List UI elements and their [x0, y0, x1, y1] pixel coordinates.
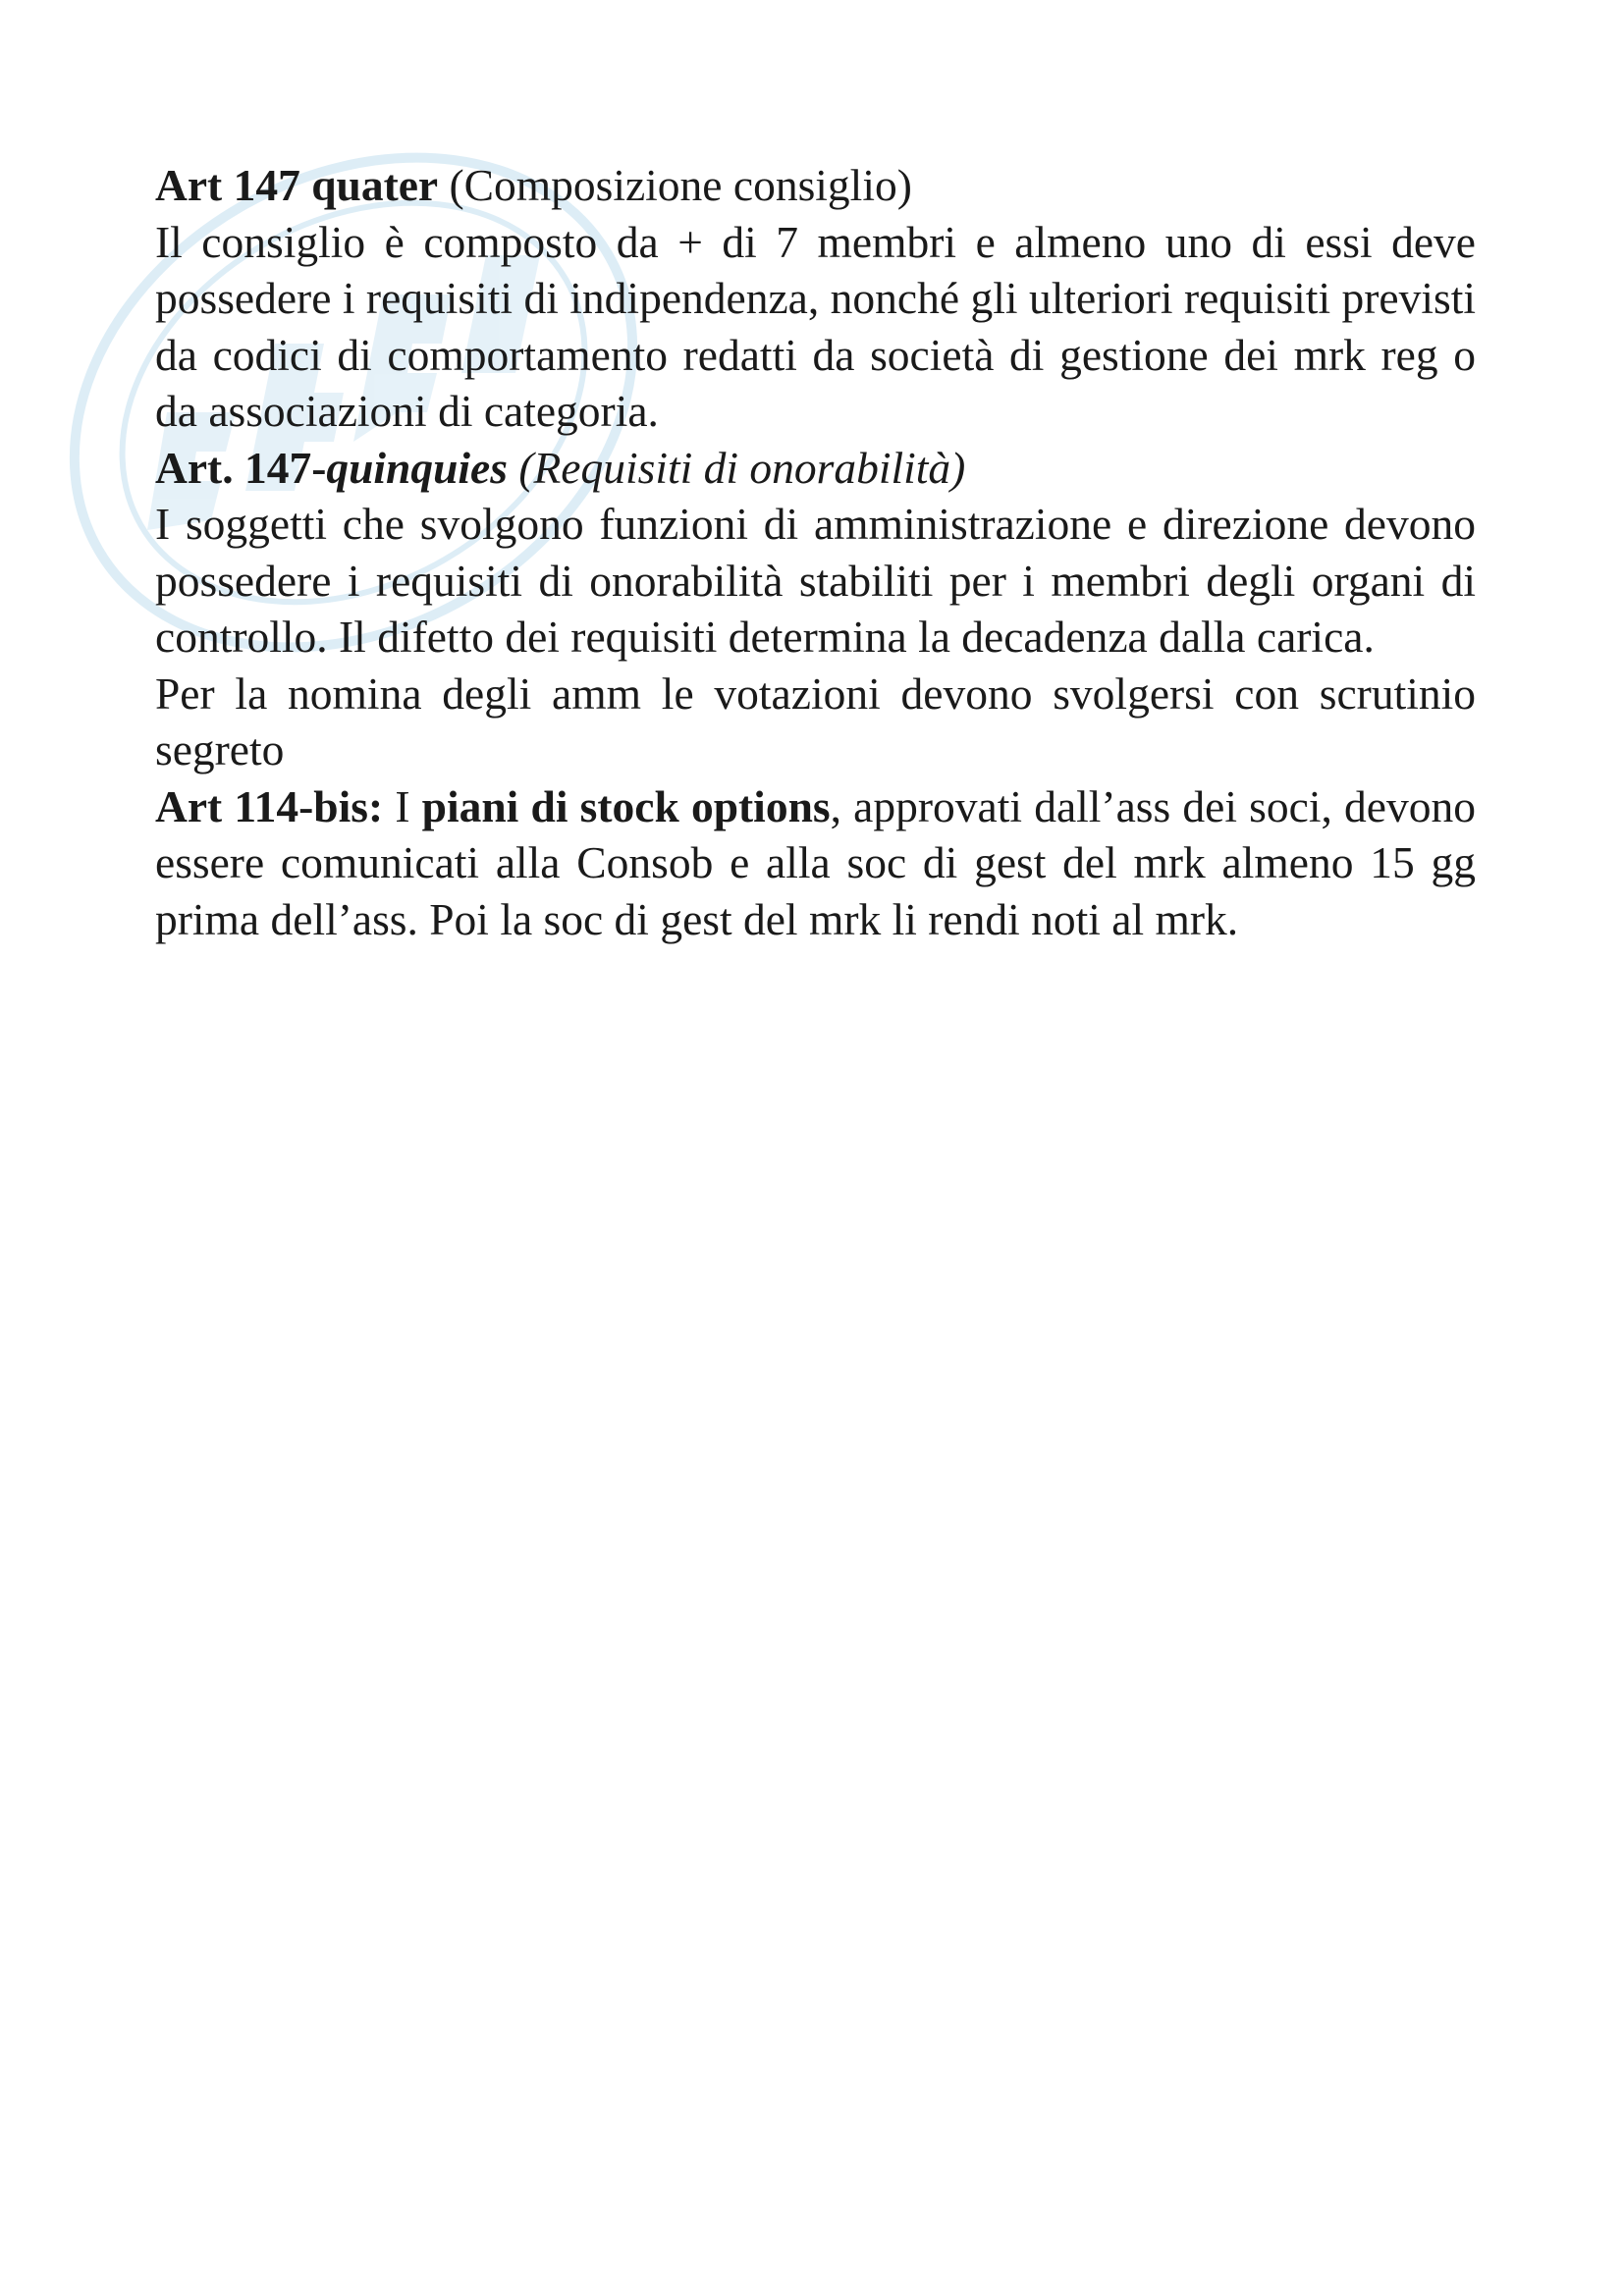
section-bold-phrase: piani di stock options [421, 780, 831, 831]
section-subtitle: (Composizione consiglio) [449, 160, 912, 210]
document-body [155, 157, 1476, 947]
section-heading: Art 147 quater [155, 160, 439, 210]
section-text-a: I [383, 780, 422, 831]
section-body: Il consiglio è composto da + di 7 membri e almeno uno di essi deve possedere i requisiti di indipendenza, nonché gli ulteriori requisiti previsti da codici di comportamento redatti da società di gestione dei mrk reg o da associazioni di categoria. [155, 216, 1476, 436]
section-body-2 [155, 666, 1476, 778]
section-text-b: , approvati dall’ass dei soci, devono essere comunicati alla Consob e alla soc di gest del mrk almeno 15 gg prima dell’ass. Poi la soc di gest del mrk li rendi noti al mrk. [155, 780, 1476, 944]
section-heading-prefix: Art. 147- [155, 442, 327, 493]
section-heading: Art 114-bis: [155, 780, 384, 831]
section-subtitle: (Requisiti di onorabilità) [518, 442, 966, 493]
section-art-147-quater [155, 157, 1476, 440]
section-body: I soggetti che svolgono funzioni di amministrazione e direzione devono possedere i requisiti di onorabilità stabiliti per i membri degli organi di controllo. Il difetto dei requisiti determina la decadenza dalla carica. [155, 499, 1476, 662]
section-art-147-quinquies [155, 440, 1476, 666]
section-art-114-bis [155, 778, 1476, 948]
section-body-text: Per la nomina degli amm le votazioni devono svolgersi con scrutinio segreto [155, 667, 1476, 774]
section-heading-italic: quinquies [326, 442, 508, 493]
